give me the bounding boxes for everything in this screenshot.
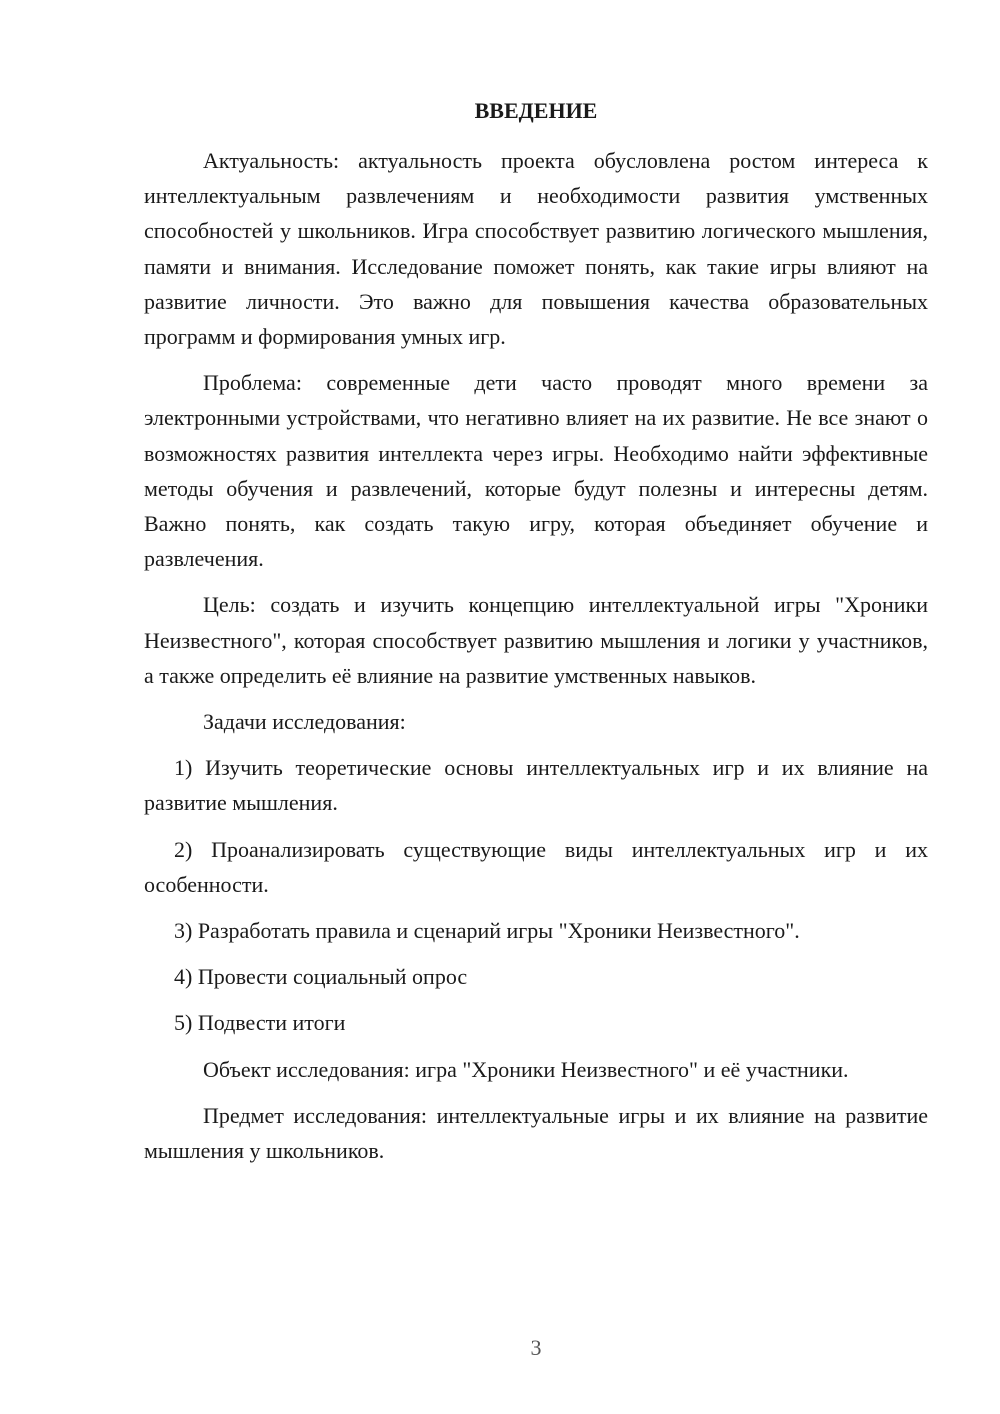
document-page xyxy=(144,0,928,1414)
paragraph-subject: Предмет исследования: интеллектуальные игры и их влияние на развитие мышления у школьников. xyxy=(144,1102,928,1164)
paragraph-relevance: Актуальность: актуальность проекта обусловлена ростом интереса к интеллектуальным развлечениям и необходимости развития умственных способностей у школьников. Игра способствует развитию логического мышления, памяти и внимания. Исследование поможет понять, как такие игры влияют на развитие личности. Это важно для повышения качества образовательных программ и формирования умных игр. xyxy=(144,148,928,350)
paragraph-object: Объект исследования: игра "Хроники Неизвестного" и её участники. xyxy=(203,1056,849,1082)
paragraph-goal: Цель: создать и изучить концепцию интеллектуальной игры "Хроники Неизвестного", которая способствует развитию мышления и логики у участников, а также определить её влияние на развитие умственных навыков. xyxy=(144,592,928,688)
task-item-4: 4) Провести социальный опрос xyxy=(174,964,468,990)
task-item-1: 1) Изучить теоретические основы интеллектуальных игр и их влияние на развитие мышления. xyxy=(144,755,928,816)
page-number: 3 xyxy=(530,1335,542,1360)
task-item-2: 2) Проанализировать существующие виды интеллектуальных игр и их особенности. xyxy=(144,836,928,897)
tasks-heading: Задачи исследования: xyxy=(203,709,406,735)
page-body xyxy=(144,143,928,1179)
page-title: ВВЕДЕНИЕ xyxy=(474,98,598,123)
paragraph-problem: Проблема: современные дети часто проводят много времени за электронными устройствами, что негативно влияет на их развитие. Не все знают о возможностях развития интеллекта через игры. Необходимо найти эффективные методы обучения и развлечений, которые будут полезны и интересны детям. Важно понять, как создать такую игру, которая объединяет обучение и развлечения. xyxy=(144,370,928,572)
task-item-3: 3) Разработать правила и сценарий игры "Хроники Неизвестного". xyxy=(174,918,800,944)
task-item-5: 5) Подвести итоги xyxy=(174,1010,346,1036)
